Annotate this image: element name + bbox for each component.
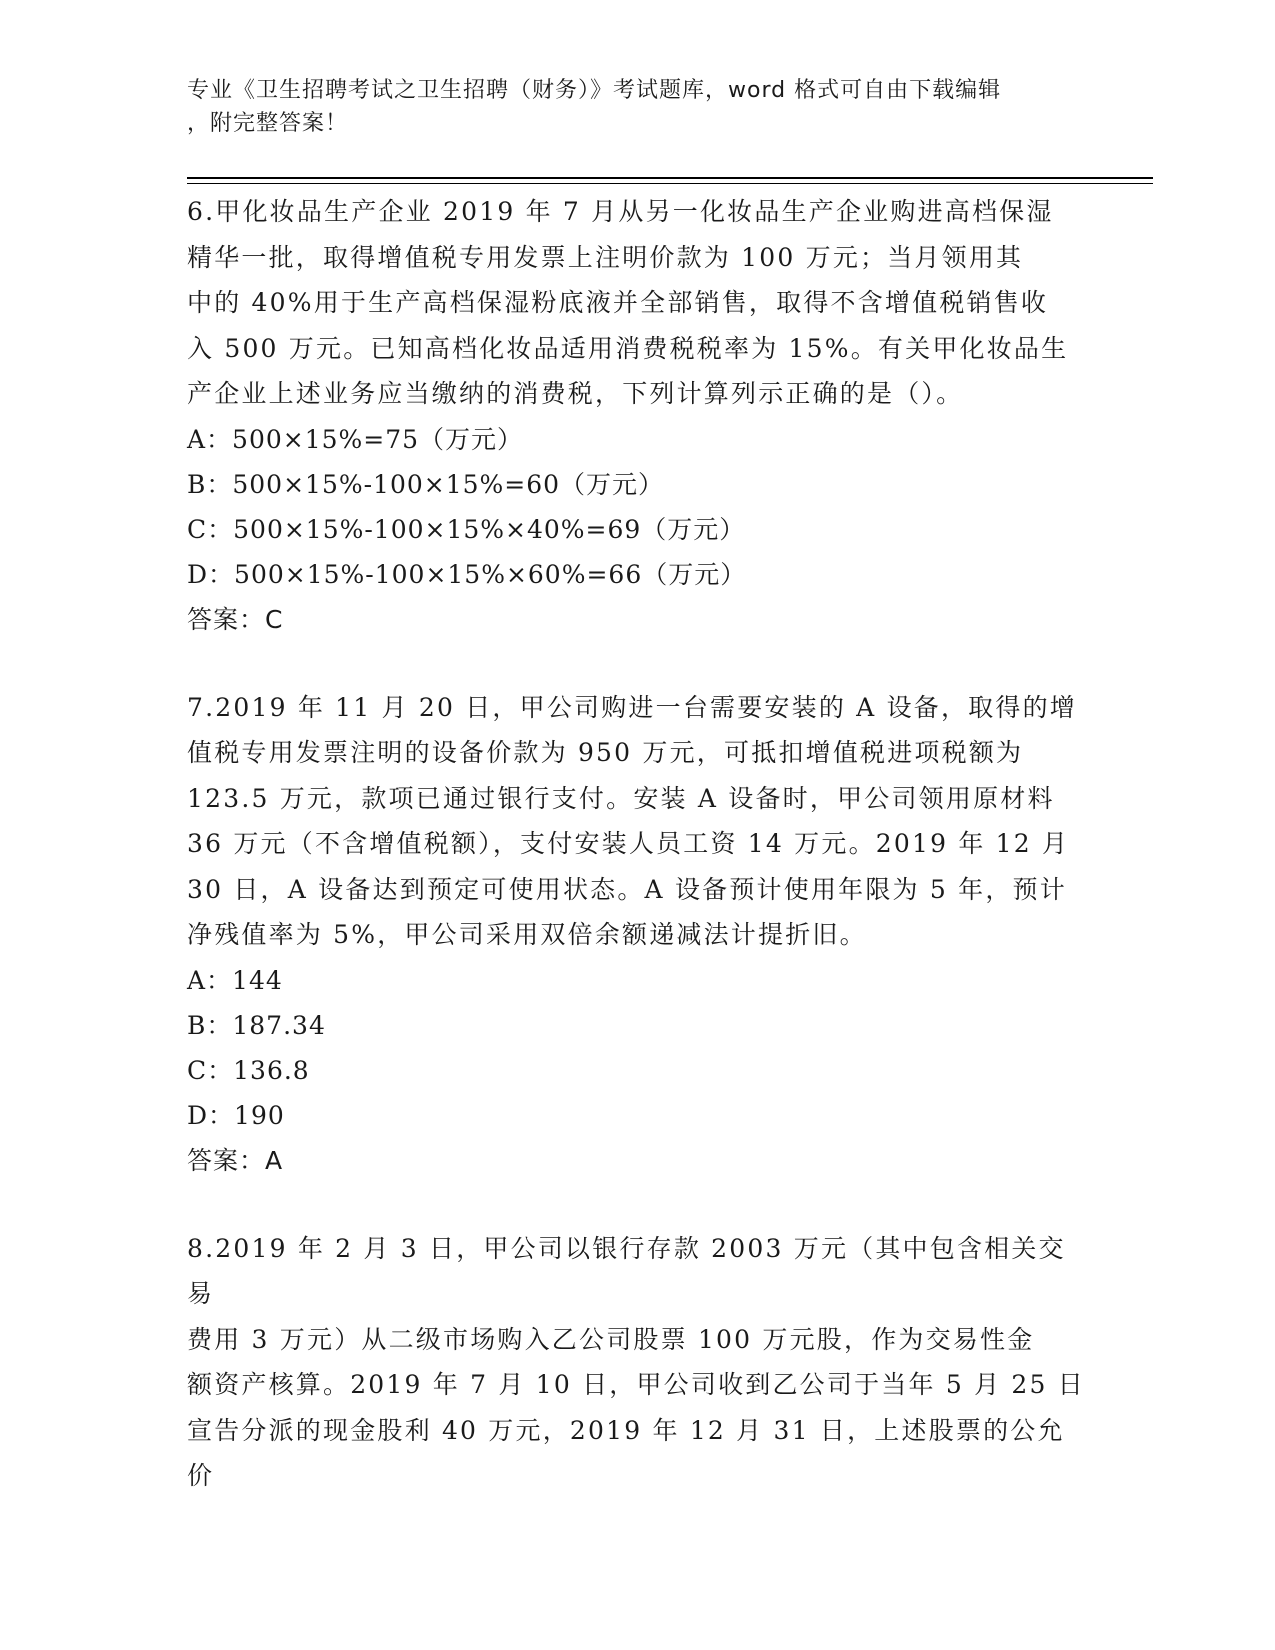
option-b: B：187.34	[187, 1010, 326, 1040]
question-7	[187, 685, 1087, 1183]
document-header	[187, 74, 1087, 140]
header-line-1: 专业《卫生招聘考试之卫生招聘（财务）》考试题库，word 格式可自由下载编辑	[187, 78, 1002, 103]
option-a: A：500×15%=75（万元）	[187, 424, 524, 454]
option-c: C：500×15%-100×15%×40%=69（万元）	[187, 514, 746, 544]
question-text: 6.甲化妆品生产企业 2019 年 7 月从另一化妆品生产企业购进高档保湿 精华一批，取得增值税专用发票上注明价款为 100 万元；当月领用其 中的 40%用于生产高档保湿粉底液并全部销售，取得不含增值税销售收 入 500 万元。已知高档化妆品适用消费税税率为 15%。有关甲化妆品生 产企业上述业务应当缴纳的消费税，下列计算列示正确的是（）。	[187, 197, 1069, 408]
option-d: D：190	[187, 1100, 285, 1130]
header-line-2: ，附完整答案！	[187, 111, 349, 136]
question-text: 8.2019 年 2 月 3 日，甲公司以银行存款 2003 万元（其中包含相关交易 费用 3 万元）从二级市场购入乙公司股票 100 万元股，作为交易性金 额资产核算。2019 年 7 月 10 日，甲公司收到乙公司于当年 5 月 25 日 宣告分派的现金股利 40 万元，2019 年 12 月 31 日，上述股票的公允价	[187, 1233, 1085, 1490]
question-spacer	[187, 642, 1087, 685]
header-divider-thin	[187, 183, 1153, 184]
option-d: D：500×15%-100×15%×60%=66（万元）	[187, 559, 747, 589]
option-a: A：144	[187, 965, 283, 995]
option-c: C：136.8	[187, 1055, 310, 1085]
question-8	[187, 1226, 1087, 1499]
answer-line: 答案：A	[187, 1145, 284, 1175]
question-6	[187, 189, 1087, 642]
question-spacer	[187, 1183, 1087, 1226]
document-body	[187, 189, 1087, 1499]
header-divider-thick	[187, 177, 1153, 179]
option-b: B：500×15%-100×15%=60（万元）	[187, 469, 665, 499]
answer-line: 答案：C	[187, 604, 284, 634]
question-text: 7.2019 年 11 月 20 日，甲公司购进一台需要安装的 A 设备，取得的增 值税专用发票注明的设备价款为 950 万元，可抵扣增值税进项税额为 123.5 万元，款项已通过银行支付。安装 A 设备时，甲公司领用原材料 36 万元（不含增值税额），支付安装人员工资 14 万元。2019 年 12 月 30 日，A 设备达到预定可使用状态。A 设备预计使用年限为 5 年，预计 净残值率为 5%，甲公司采用双倍余额递减法计提折旧。	[187, 692, 1077, 949]
